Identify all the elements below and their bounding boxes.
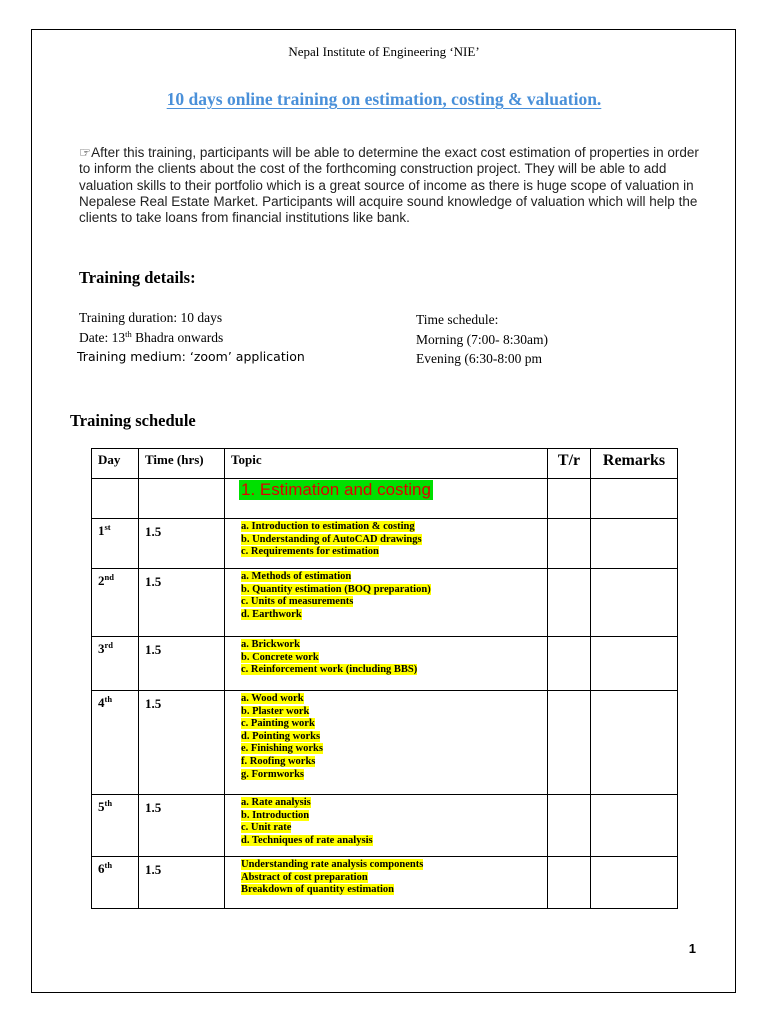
topic-item: f. Roofing works bbox=[241, 755, 316, 767]
topic-item: Understanding rate analysis components bbox=[241, 859, 424, 870]
topic-cell bbox=[225, 857, 548, 909]
day-cell: 2nd bbox=[92, 569, 139, 637]
institute-name: Nepal Institute of Engineering ‘NIE’ bbox=[288, 44, 480, 59]
time-cell: 1.5 bbox=[139, 691, 225, 795]
time-cell: 1.5 bbox=[139, 795, 225, 857]
remarks-cell bbox=[591, 691, 678, 795]
day-cell: 1st bbox=[92, 519, 139, 569]
evening-time: Evening (6:30-8:00 pm bbox=[416, 351, 542, 366]
topic-item: Breakdown of quantity estimation bbox=[241, 884, 394, 896]
topic-item: a. Methods of estimation bbox=[241, 571, 352, 582]
trainer-cell bbox=[548, 519, 591, 569]
section-title-row bbox=[92, 479, 678, 519]
table-row bbox=[92, 569, 678, 637]
intro-paragraph bbox=[79, 145, 711, 226]
training-details-left bbox=[79, 308, 305, 367]
trainer-cell bbox=[548, 857, 591, 909]
trainer-cell bbox=[548, 637, 591, 691]
time-schedule-label: Time schedule: bbox=[416, 312, 499, 327]
topic-item: c. Unit rate bbox=[241, 822, 292, 834]
remarks-cell bbox=[591, 569, 678, 637]
topic-item: b. Concrete work bbox=[241, 651, 319, 663]
topic-item: a. Wood work bbox=[241, 693, 304, 704]
training-date: Date: 13th Bhadra onwards bbox=[79, 328, 224, 345]
trainer-cell bbox=[548, 569, 591, 637]
topic-item: a. Brickwork bbox=[241, 639, 300, 650]
topic-item: b. Plaster work bbox=[241, 705, 310, 717]
training-details-heading: Training details: bbox=[79, 268, 196, 287]
topic-item: c. Reinforcement work (including BBS) bbox=[241, 664, 418, 676]
table-row bbox=[92, 857, 678, 909]
schedule-table bbox=[91, 448, 678, 909]
table-row bbox=[92, 637, 678, 691]
remarks-cell bbox=[591, 519, 678, 569]
topic-item: b. Understanding of AutoCAD drawings bbox=[241, 533, 422, 545]
table-row bbox=[92, 519, 678, 569]
training-medium: Training medium: ‘zoom’ application bbox=[77, 349, 305, 364]
day-cell: 4th bbox=[92, 691, 139, 795]
remarks-cell bbox=[591, 857, 678, 909]
topic-item: b. Quantity estimation (BOQ preparation) bbox=[241, 583, 431, 595]
table-row bbox=[92, 691, 678, 795]
column-header-time: Time (hrs) bbox=[139, 449, 225, 479]
topic-item: c. Painting work bbox=[241, 718, 315, 730]
remarks-cell bbox=[591, 637, 678, 691]
morning-time: Morning (7:00- 8:30am) bbox=[416, 331, 548, 347]
remarks-cell bbox=[591, 795, 678, 857]
topic-cell bbox=[225, 691, 548, 795]
column-header-remarks: Remarks bbox=[591, 449, 678, 479]
topic-cell bbox=[225, 569, 548, 637]
topic-item: a. Rate analysis bbox=[241, 797, 311, 808]
intro-text: After this training, participants will be able to determine the exact cost estimation of properties in order to inform the clients about the cost of the forthcoming construction project. They will be able to add valuation skills to their portfolio which is a great source of income as there is huge scope of valuation in Nepalese Real Estate Market. Participants will acquire sound knowledge of valuation which will help the clients to take loans from financial institutions like bank. bbox=[79, 145, 699, 226]
column-header-day: Day bbox=[92, 449, 139, 479]
time-cell: 1.5 bbox=[139, 519, 225, 569]
table-header-row bbox=[92, 449, 678, 479]
time-cell: 1.5 bbox=[139, 569, 225, 637]
day-cell: 5th bbox=[92, 795, 139, 857]
trainer-cell bbox=[548, 795, 591, 857]
day-cell: 3rd bbox=[92, 637, 139, 691]
topic-item: d. Pointing works bbox=[241, 730, 321, 742]
pointing-hand-icon: ☞ bbox=[79, 145, 92, 161]
topic-item: e. Finishing works bbox=[241, 743, 323, 755]
table-row bbox=[92, 795, 678, 857]
topic-item: d. Earthwork bbox=[241, 608, 302, 620]
topic-item: a. Introduction to estimation & costing bbox=[241, 521, 415, 532]
topic-item: c. Requirements for estimation bbox=[241, 546, 379, 558]
topic-item: Abstract of cost preparation bbox=[241, 871, 368, 883]
column-header-topic: Topic bbox=[225, 449, 548, 479]
trainer-cell bbox=[548, 691, 591, 795]
topic-cell bbox=[225, 795, 548, 857]
page-number: 1 bbox=[688, 941, 696, 956]
day-cell: 6th bbox=[92, 857, 139, 909]
time-cell: 1.5 bbox=[139, 857, 225, 909]
section-title: 1. Estimation and costing bbox=[241, 480, 431, 499]
topic-cell bbox=[225, 519, 548, 569]
topic-item: d. Techniques of rate analysis bbox=[241, 834, 373, 846]
time-schedule bbox=[416, 310, 548, 369]
training-duration: Training duration: 10 days bbox=[79, 310, 223, 325]
topic-cell bbox=[225, 637, 548, 691]
topic-item: c. Units of measurements bbox=[241, 596, 354, 608]
time-cell: 1.5 bbox=[139, 637, 225, 691]
document-title: 10 days online training on estimation, costing & valuation. bbox=[166, 89, 602, 109]
training-schedule-heading: Training schedule bbox=[70, 411, 196, 430]
topic-item: b. Introduction bbox=[241, 809, 310, 821]
topic-item: g. Formworks bbox=[241, 768, 304, 780]
column-header-tr: T/r bbox=[548, 449, 591, 479]
